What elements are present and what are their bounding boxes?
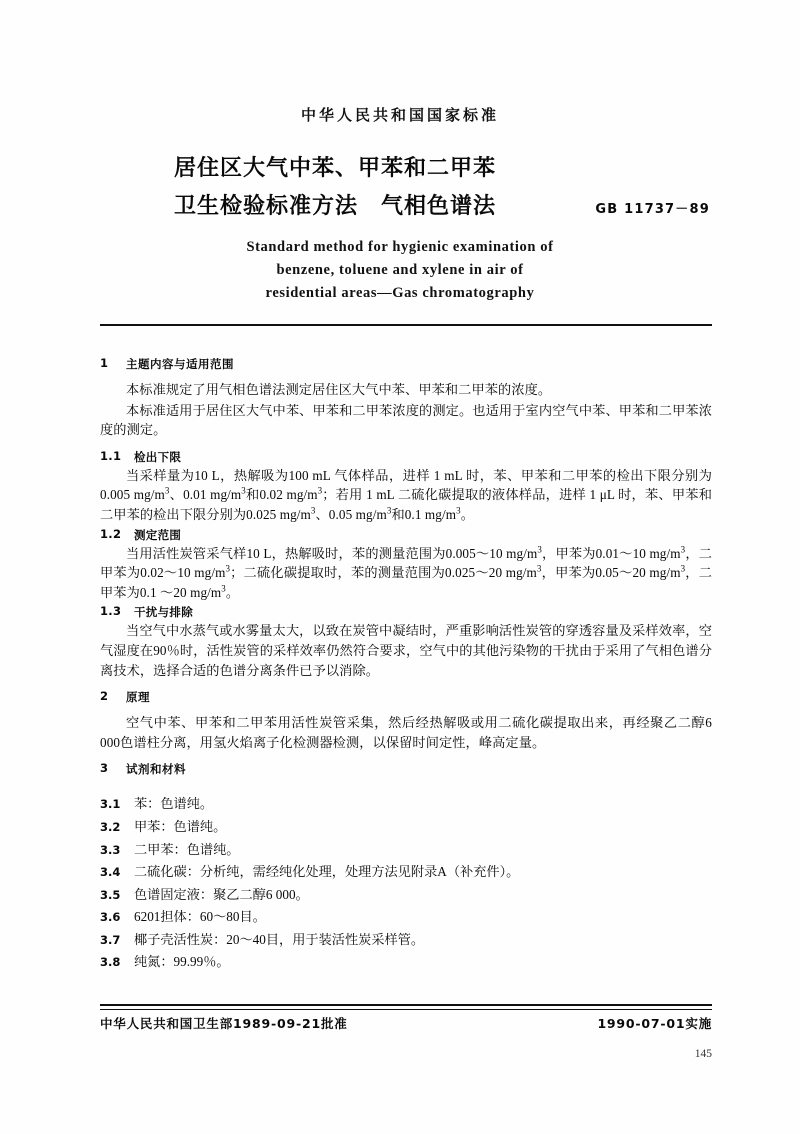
s11-sup-3: 3 (317, 485, 323, 496)
footer-divider-rule-thin (100, 1009, 712, 1010)
s11-sup-4: 3 (310, 505, 316, 516)
reagent-item-number: 3.1 (100, 797, 121, 812)
reagent-item (100, 907, 712, 928)
section-1-2 (100, 527, 712, 603)
reagent-item (100, 840, 712, 861)
section-1 (100, 356, 712, 440)
section-1-heading (100, 356, 712, 372)
reagent-item-text: 二硫化碳：分析纯，需经纯化处理，处理方法见附录A（补充件）。 (134, 864, 520, 880)
section-2 (100, 689, 712, 752)
english-title (0, 236, 800, 305)
section-3 (100, 761, 712, 973)
approval-statement: 中华人民共和国卫生部1989-09-21批准 (100, 1016, 348, 1031)
section-1-3-title: 干扰与排除 (134, 605, 193, 620)
chinese-title-line-2: 卫生检验标准方法 气相色谱法 (173, 194, 496, 219)
page-number: 145 (694, 1048, 712, 1060)
section-3-heading (100, 761, 712, 777)
reagent-item-text: 纯氮：99.99％。 (134, 954, 230, 970)
section-2-heading (100, 689, 712, 705)
reagent-item-text: 二甲苯：色谱纯。 (134, 841, 240, 857)
header-divider-rule (100, 324, 712, 326)
s11-sup-6: 3 (456, 505, 461, 516)
s12-e: ，甲苯为0.05～20 mg/m (541, 565, 681, 581)
s12-sup-3: 3 (225, 563, 231, 574)
implementation-date: 1990-07-01实施 (597, 1016, 712, 1031)
s12-sup-2: 3 (680, 544, 686, 555)
section-1-2-number: 1.2 (100, 526, 122, 541)
section-1-3-paragraph: 当空气中水蒸气或水雾量太大，以致在炭管中凝结时，严重影响活性炭管的穿透容量及采样效率，空气湿度在90％时，活性炭管的采样效率仍然符合要求，空气中的其他污染物的干扰由于采用了气相色谱分离技术，选择合适的色谱分离条件已予以消除。 (100, 623, 712, 678)
s11-sup-2: 3 (241, 485, 246, 496)
section-2-title: 原理 (126, 690, 150, 705)
reagent-item-number: 3.7 (100, 932, 121, 947)
reagent-item (100, 885, 712, 906)
s12-g: 。 (225, 584, 240, 600)
section-1-3 (100, 604, 712, 680)
s12-b: ，甲苯为0.01～10 mg/m (541, 545, 681, 561)
s12-sup-1: 3 (537, 544, 542, 555)
s11-c: 和0.02 mg/m (245, 487, 318, 503)
reagent-item (100, 952, 712, 973)
section-1-paragraph-2: 本标准适用于居住区大气中苯、甲苯和二甲苯浓度的测定。也适用于室内空气中苯、甲苯和二甲苯浓度的测定。 (100, 402, 712, 438)
reagent-item-number: 3.4 (100, 865, 121, 880)
s12-f: ，二甲苯为0.1 ～20 mg/m (100, 565, 713, 600)
reagent-item-text: 苯：色谱纯。 (134, 796, 214, 812)
page-footer (100, 1014, 712, 1032)
s12-c: ，二甲苯为0.02～10 mg/m (100, 545, 712, 581)
english-title-line-1: Standard method for hygienic examination of (246, 239, 554, 255)
reagent-item (100, 817, 712, 838)
section-1-3-number: 1.3 (100, 604, 122, 619)
section-1-3-heading (100, 604, 712, 620)
s12-sup-6: 3 (221, 583, 226, 594)
reagent-item (100, 930, 712, 951)
reagent-item-text: 6201担体：60～80目。 (134, 909, 266, 925)
section-1-paragraph-1: 本标准规定了用气相色谱法测定居住区大气中苯、甲苯和二甲苯的浓度。 (126, 382, 552, 397)
reagent-item-number: 3.8 (100, 955, 121, 970)
s11-b: 、0.01 mg/m (169, 487, 242, 503)
section-2-number: 2 (100, 689, 109, 704)
reagent-item-number: 3.3 (100, 842, 121, 857)
reagent-item (100, 794, 712, 815)
section-2-paragraph: 空气中苯、甲苯和二甲苯用活性炭管采集，然后经热解吸或用二硫化碳提取出来，再经聚乙二醇6 000色谱柱分离，用氢火焰离子化检测器检测，以保留时间定性，峰高定量。 (100, 715, 712, 750)
section-1-1-title: 检出下限 (134, 449, 182, 464)
section-1-2-heading (100, 527, 712, 543)
chinese-title-line-1: 居住区大气中苯、甲苯和二甲苯 (173, 156, 496, 181)
reagent-item-number: 3.5 (100, 887, 121, 902)
english-title-line-2: benzene, toluene and xylene in air of (276, 262, 524, 278)
english-title-line-3: residential areas—Gas chromatography (265, 285, 535, 301)
s11-f: 和0.1 mg/m (391, 506, 457, 522)
section-3-title: 试剂和材料 (126, 762, 186, 777)
s12-sup-5: 3 (680, 563, 686, 574)
reagent-item (100, 862, 712, 883)
chinese-title (100, 150, 570, 226)
s12-sup-4: 3 (536, 563, 542, 574)
section-3-number: 3 (100, 761, 109, 776)
section-1-title: 主题内容与适用范围 (126, 357, 234, 371)
document-body (100, 356, 712, 974)
section-1-1 (100, 449, 712, 525)
section-1-1-heading (100, 449, 712, 465)
section-1-1-number: 1.1 (100, 448, 122, 463)
national-standard-label: 中华人民共和国国家标准 (300, 106, 499, 124)
reagent-item-text: 椰子壳活性炭：20～40目，用于装活性炭采样管。 (134, 931, 425, 947)
section-1-2-title: 测定范围 (134, 527, 182, 542)
reagent-item-number: 3.2 (100, 819, 121, 834)
s11-d: ；若用 1 mL 二硫化碳提取的液体样品，进样 1 μL 时，苯、甲苯和二甲苯的检出下限分别为0.025 mg/m (100, 487, 712, 522)
section-1-1-paragraph (100, 466, 712, 525)
reagent-item-number: 3.6 (100, 910, 121, 925)
section-1-2-paragraph (100, 544, 712, 603)
section-1-number: 1 (100, 356, 109, 370)
reagent-item-text: 甲苯：色谱纯。 (134, 818, 227, 834)
s11-e: 、0.05 mg/m (315, 506, 387, 522)
s11-g: 。 (460, 506, 474, 522)
standard-number: GB 11737－89 (595, 202, 710, 217)
s12-a: 当用活性炭管采气样10 L，热解吸时，苯的测量范围为0.005～10 mg/m (126, 545, 538, 561)
title-zone (100, 150, 710, 245)
footer-divider-rule-thick (100, 1004, 712, 1006)
s12-d: ；二硫化碳提取时，苯的测量范围为0.025～20 mg/m (230, 565, 537, 581)
s11-a: 当采样量为10 L，热解吸为100 mL 气体样品，进样 1 mL 时，苯、甲苯和二甲苯的检出下限分别为0.005 mg/m (100, 467, 712, 503)
s11-sup-1: 3 (164, 485, 170, 496)
reagent-item-text: 色谱固定液：聚乙二醇6 000。 (134, 886, 309, 902)
s11-sup-5: 3 (386, 505, 392, 516)
